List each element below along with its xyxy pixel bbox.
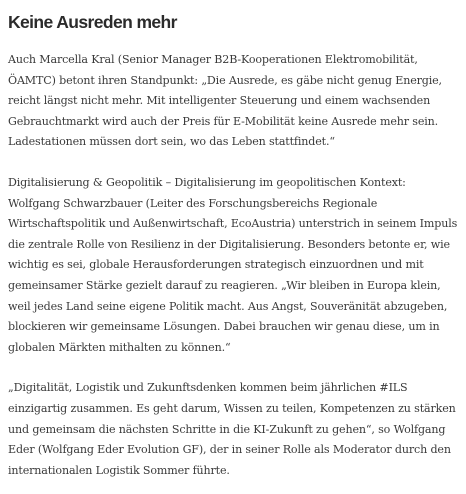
section-heading: Keine Ausreden mehr [8,12,177,32]
paragraph-eder-quote: „Digitalität, Logistik und Zukunftsdenken kommen beim jährlichen #ILS einzigartig zusammen. Es geht darum, Wissen zu teilen, Kompetenzen zu stärken und gemeinsam die nächsten Schritte in die KI-Zukunft zu gehen“, so Wolfgang Eder (Wolfgang Eder Evolution GF), der in seiner Rolle als Moderator durch den internationalen Logistik Sommer führte. [8,381,456,477]
paragraph-digitalisierung-geopolitik: Digitalisierung & Geopolitik – Digitalisierung im geopolitischen Kontext: Wolfgang Schwarzbauer (Leiter des Forschungsbereichs Regionale Wirtschaftspolitik und Außenwirtschaft, EcoAustria) unterstrich in seinem Impuls die zentrale Rolle von Resilienz in der Digitalisierung. Besonders betonte er, wie wichtig es sei, globale Herausforderungen strategisch einzuordnen und mit gemeinsamer Stärke gezielt darauf zu reagieren. „Wir bleiben in Europa klein, weil jedes Land seine eigene Politik macht. Aus Angst, Souveränität abzugeben, blockieren wir gemeinsame Lösungen. Dabei brauchen wir genau diese, um in globalen Märkten mithalten zu können.“ [8,175,458,354]
article [8,0,460,481]
paragraph-kral-quote: Auch Marcella Kral (Senior Manager B2B-Kooperationen Elektromobilität, ÖAMTC) betont ihren Standpunkt: „Die Ausrede, es gäbe nicht genug Energie, reicht längst nicht mehr. Mit intelligenter Steuerung und einem wachsenden Gebrauchtmarkt wird auch der Preis für E-Mobilität keine Ausrede mehr sein. Ladestationen müssen dort sein, wo das Leben stattfindet.“ [8,53,442,149]
